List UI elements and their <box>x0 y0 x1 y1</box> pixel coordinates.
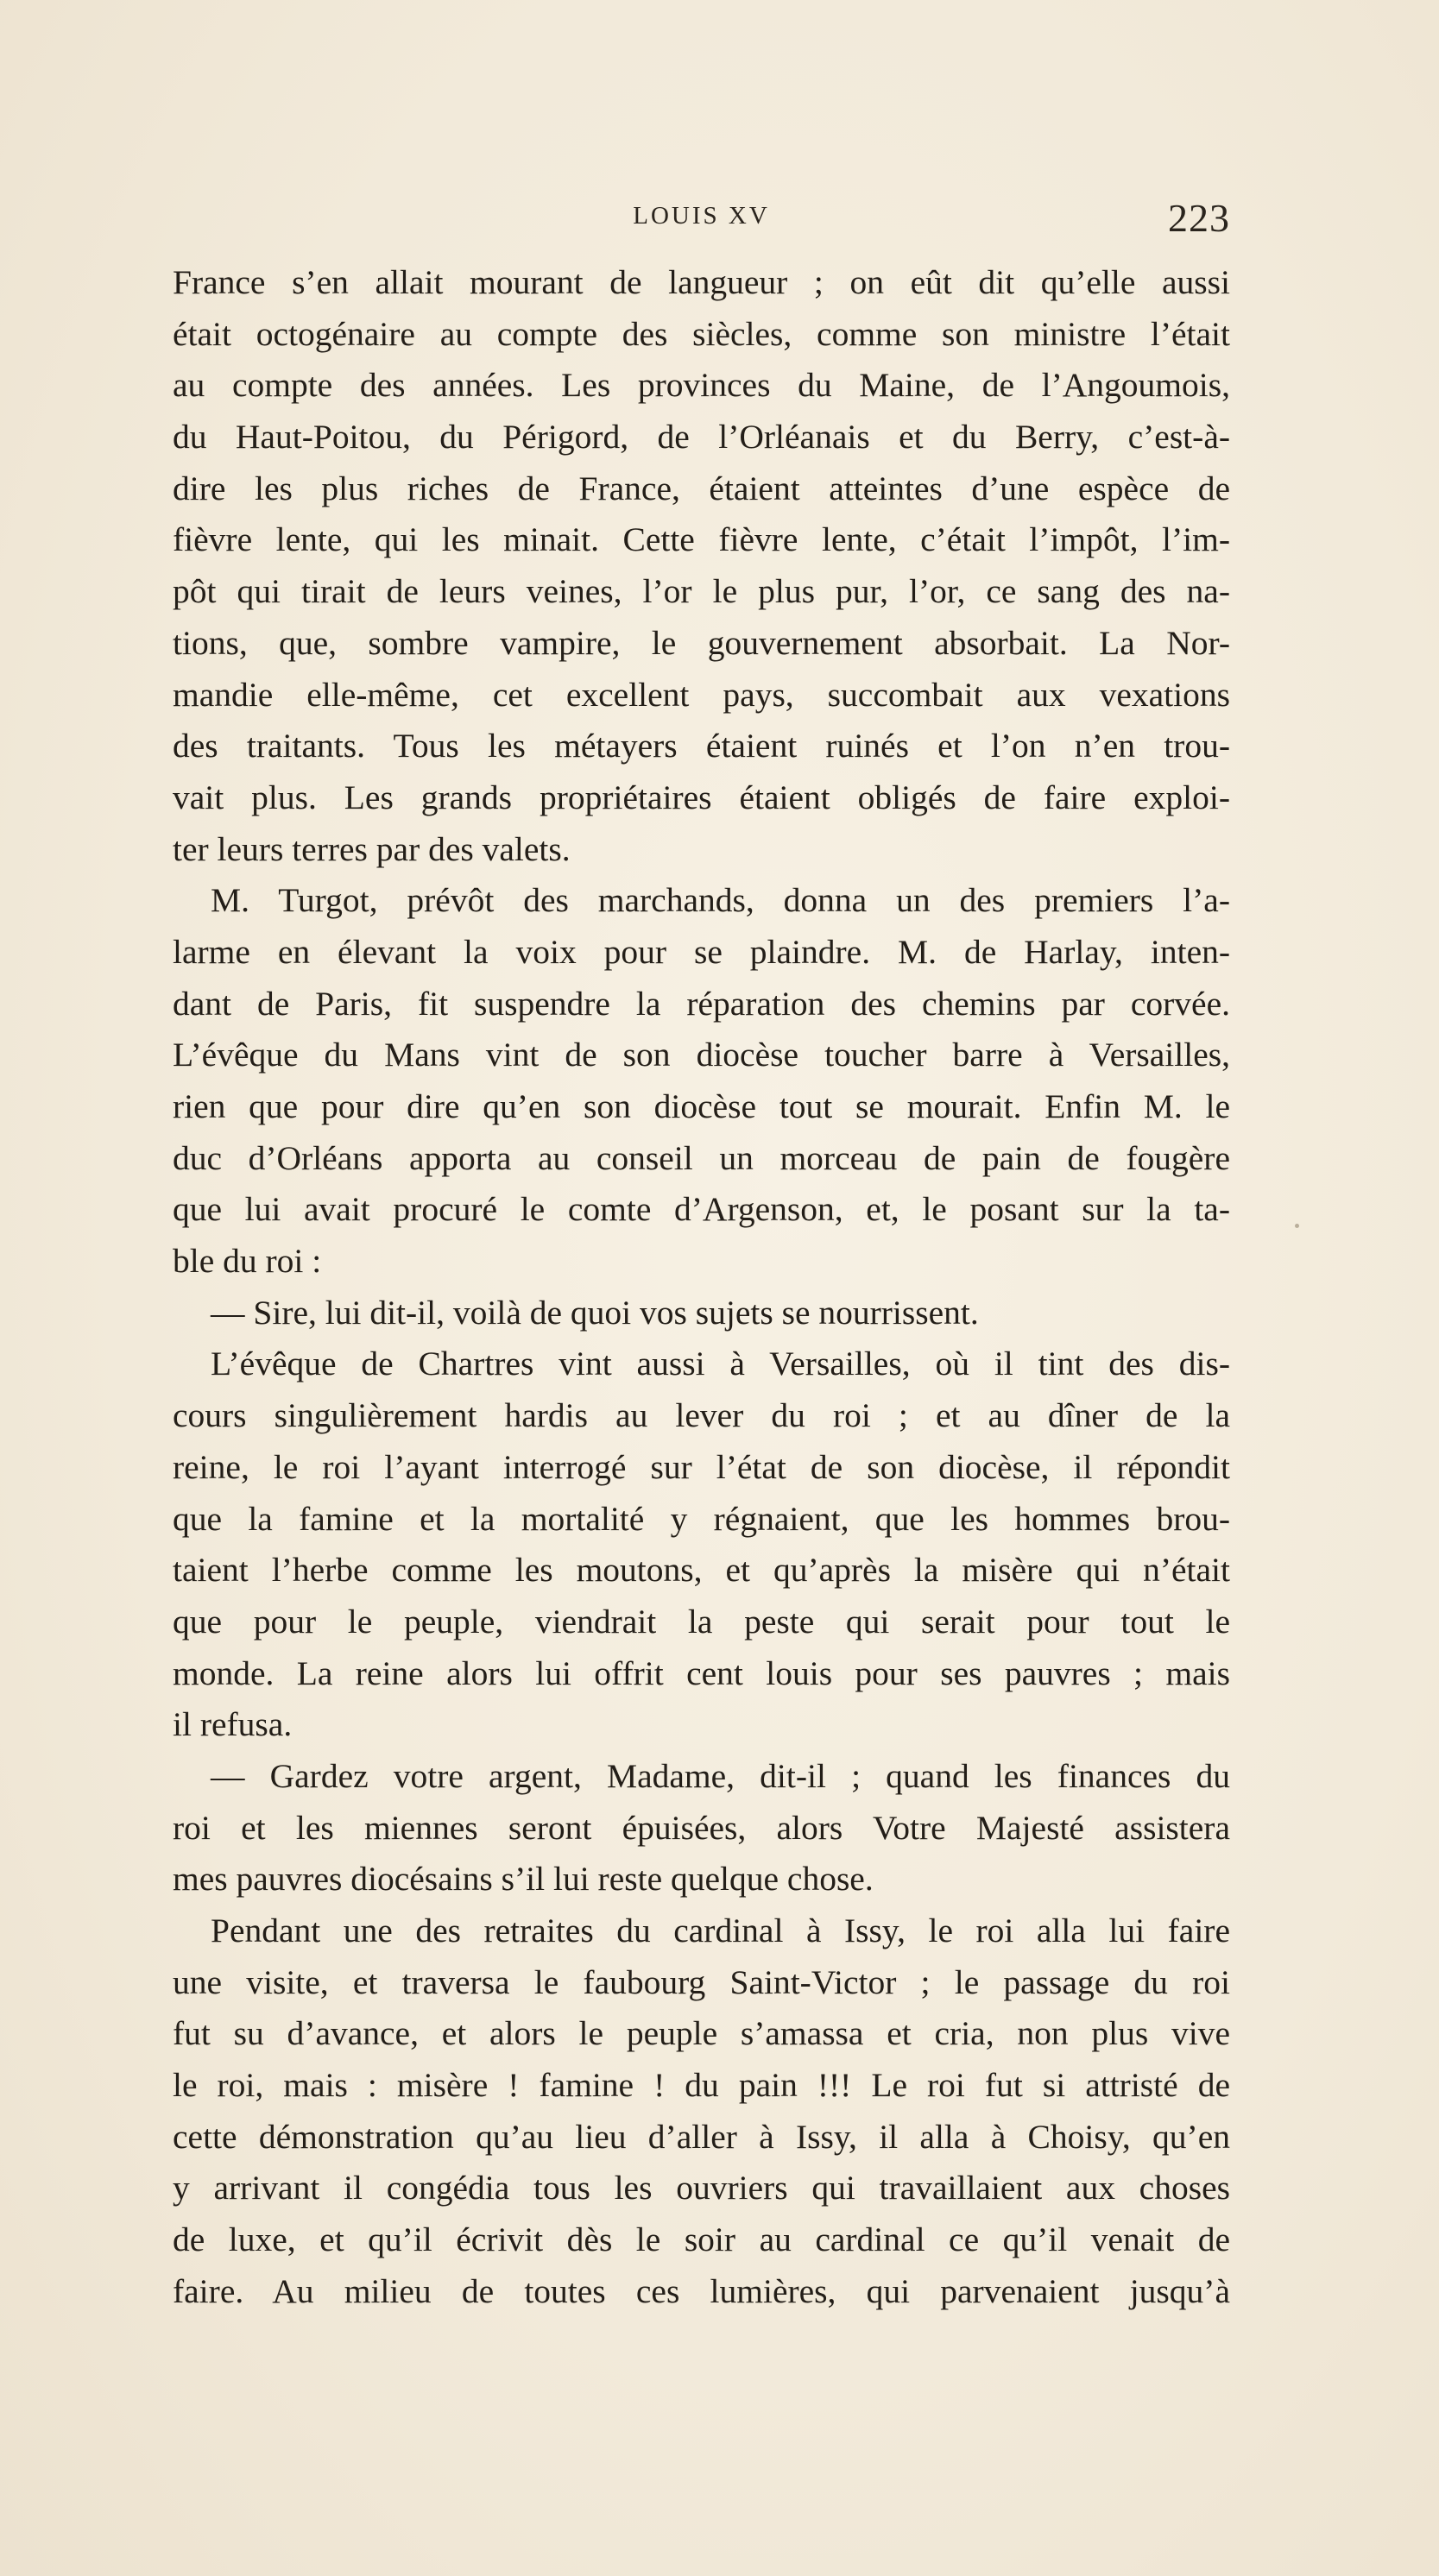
text-line: cours singulièrement hardis au lever du roi ; et au dîner de la <box>173 1396 1230 1435</box>
text-line: roi et les miennes seront épuisées, alors Votre Majesté assistera <box>173 1808 1230 1847</box>
text-line: mandie elle-même, cet excellent pays, succombait aux vexations <box>173 675 1230 714</box>
text-line: tions, que, sombre vampire, le gouvernement absorbait. La Nor- <box>173 623 1230 662</box>
text-line: M. Turgot, prévôt des marchands, donna un des premiers l’a- <box>211 881 1230 920</box>
text-line: Pendant une des retraites du cardinal à Issy, le roi alla lui faire <box>211 1912 1230 1949</box>
text-line: au compte des années. Les provinces du Maine, de l’Angoumois, <box>173 366 1230 405</box>
text-line: que la famine et la mortalité y régnaient, que les hommes brou- <box>173 1499 1230 1538</box>
page-number: 223 <box>1168 196 1230 240</box>
running-head: LOUIS XV <box>633 202 770 230</box>
text-line: des traitants. Tous les métayers étaient ruinés et l’on n’en trou- <box>173 727 1230 765</box>
text-line: L’évêque de Chartres vint aussi à Versailles, où il tint des dis- <box>211 1345 1230 1383</box>
text-line: rien que pour dire qu’en son diocèse tout se mourait. Enfin M. le <box>173 1087 1230 1125</box>
text-line: monde. La reine alors lui offrit cent louis pour ses pauvres ; mais <box>173 1653 1230 1692</box>
text-line: vait plus. Les grands propriétaires étaient obligés de faire exploi- <box>173 778 1230 816</box>
text-line: — Sire, lui dit-il, voilà de quoi vos sujets se nourrissent. <box>211 1293 979 1332</box>
text-line: taient l’herbe comme les moutons, et qu’après la misère qui n’était <box>173 1551 1230 1590</box>
text-line: y arrivant il congédia tous les ouvriers qui travaillaient aux choses <box>173 2169 1230 2208</box>
text-line: duc d’Orléans apporta au conseil un morceau de pain de fougère <box>173 1138 1230 1177</box>
text-line: reine, le roi l’ayant interrogé sur l’état de son diocèse, il répondit <box>173 1447 1230 1486</box>
text-line: mes pauvres diocésains s’il lui reste quelque chose. <box>173 1860 874 1899</box>
text-line: de luxe, et qu’il écrivit dès le soir au cardinal ce qu’il venait de <box>173 2220 1230 2259</box>
text-line: L’évêque du Mans vint de son diocèse toucher barre à Versailles, <box>173 1036 1230 1074</box>
text-line: était octogénaire au compte des siècles, comme son ministre l’était <box>173 314 1230 353</box>
text-line: que lui avait procuré le comte d’Argenson, et, le posant sur la ta- <box>173 1190 1230 1229</box>
ink-speck <box>1295 1224 1299 1228</box>
page-header <box>173 195 1230 247</box>
text-line: ter leurs terres par des valets. <box>173 829 571 868</box>
text-line: le roi, mais : misère ! famine ! du pain !!! Le roi fut si attristé de <box>173 2066 1230 2105</box>
text-line: fut su d’avance, et alors le peuple s’amassa et cria, non plus vive <box>173 2014 1230 2053</box>
text-line: pôt qui tirait de leurs veines, l’or le plus pur, l’or, ce sang des na- <box>173 572 1230 611</box>
text-line: une visite, et traversa le faubourg Saint-Victor ; le passage du roi <box>173 1962 1230 2001</box>
text-line: faire. Au milieu de toutes ces lumières, qui parvenaient jusqu’à <box>173 2271 1230 2310</box>
text-line: du Haut-Poitou, du Périgord, de l’Orléanais et du Berry, c’est-à- <box>173 418 1230 457</box>
text-line: — Gardez votre argent, Madame, dit-il ; quand les finances du <box>211 1756 1230 1795</box>
text-line: il refusa. <box>173 1705 293 1744</box>
text-line: fièvre lente, qui les minait. Cette fièvre lente, c’était l’impôt, l’im- <box>173 520 1230 559</box>
body-text <box>173 257 1230 2318</box>
text-line: dire les plus riches de France, étaient atteintes d’une espèce de <box>173 469 1230 507</box>
text-line: France s’en allait mourant de langueur ; on eût dit qu’elle aussi <box>173 263 1230 301</box>
text-line: ble du roi : <box>173 1242 322 1281</box>
text-line: larme en élevant la voix pour se plaindre. M. de Harlay, inten- <box>173 932 1230 971</box>
text-line: que pour le peuple, viendrait la peste qui serait pour tout le <box>173 1602 1230 1641</box>
text-line: dant de Paris, fit suspendre la réparation des chemins par corvée. <box>173 984 1230 1023</box>
text-line: cette démonstration qu’au lieu d’aller à Issy, il alla à Choisy, qu’en <box>173 2117 1230 2156</box>
